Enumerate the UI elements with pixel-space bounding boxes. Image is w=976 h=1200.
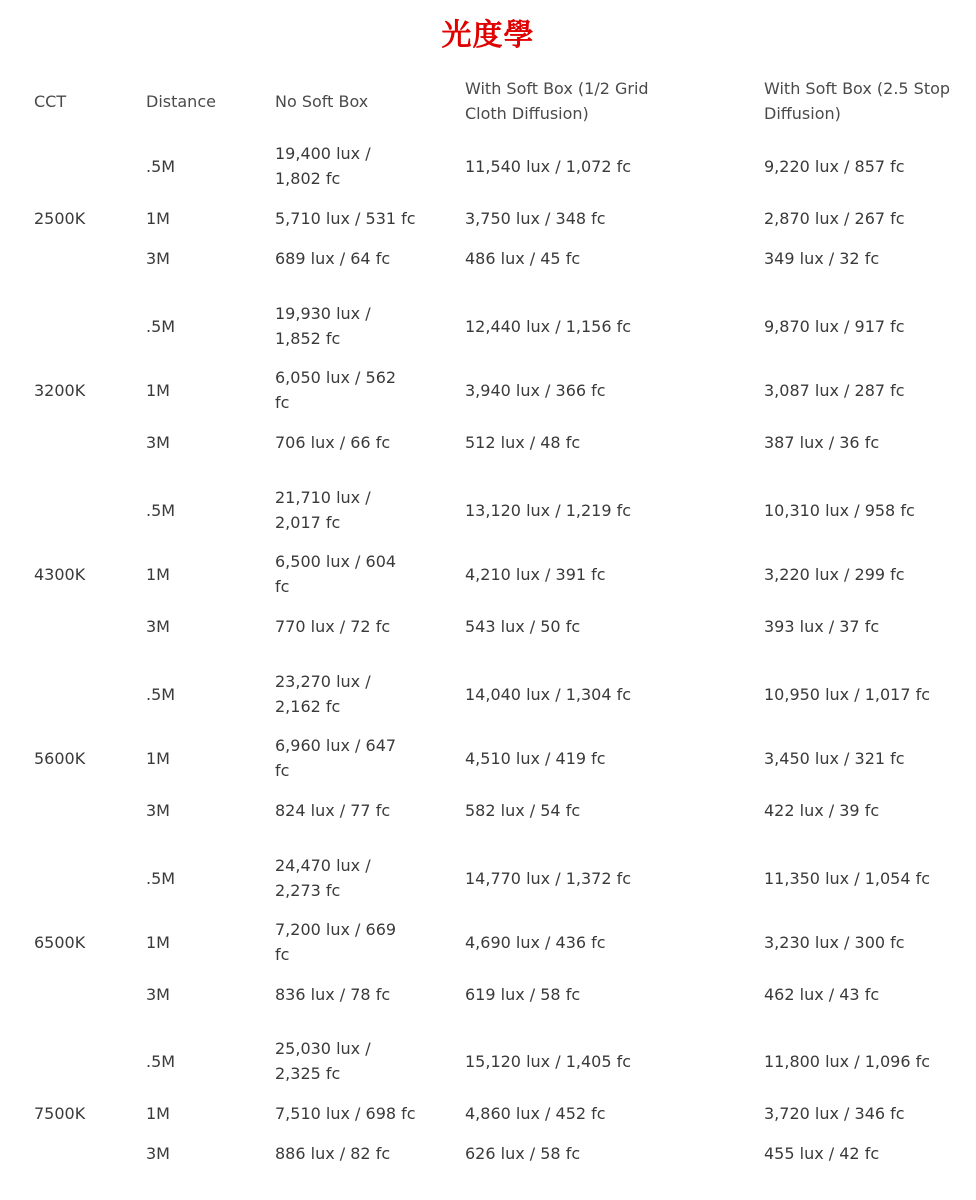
header-cct: CCT (34, 92, 67, 111)
grid-cloth-cell: 486 lux / 45 fc (465, 249, 581, 268)
no-soft-box-cell: 7,200 lux / 669 fc (275, 920, 397, 964)
distance-cell: 1M (146, 381, 170, 400)
stop-diffusion-cell: 10,310 lux / 958 fc (764, 501, 915, 520)
stop-diffusion-cell: 10,950 lux / 1,017 fc (764, 685, 931, 704)
distance-cell: .5M (146, 869, 176, 888)
no-soft-box-cell: 24,470 lux / 2,273 fc (275, 856, 371, 900)
no-soft-box-cell: 7,510 lux / 698 fc (275, 1104, 416, 1123)
stop-diffusion-cell: 9,870 lux / 917 fc (764, 317, 905, 336)
stop-diffusion-cell: 455 lux / 42 fc (764, 1144, 880, 1163)
grid-cloth-cell: 4,690 lux / 436 fc (465, 933, 606, 952)
stop-diffusion-cell: 422 lux / 39 fc (764, 801, 880, 820)
grid-cloth-cell: 3,750 lux / 348 fc (465, 209, 606, 228)
stop-diffusion-cell: 3,720 lux / 346 fc (764, 1104, 905, 1123)
grid-cloth-cell: 14,770 lux / 1,372 fc (465, 869, 632, 888)
no-soft-box-cell: 5,710 lux / 531 fc (275, 209, 416, 228)
stop-diffusion-cell: 3,450 lux / 321 fc (764, 749, 905, 768)
grid-cloth-cell: 12,440 lux / 1,156 fc (465, 317, 632, 336)
grid-cloth-cell: 14,040 lux / 1,304 fc (465, 685, 632, 704)
no-soft-box-cell: 824 lux / 77 fc (275, 801, 391, 820)
distance-cell: 3M (146, 985, 170, 1004)
distance-cell: .5M (146, 1052, 176, 1071)
no-soft-box-cell: 689 lux / 64 fc (275, 249, 391, 268)
cct-label: 4300K (34, 565, 86, 584)
distance-cell: 1M (146, 749, 170, 768)
distance-cell: 1M (146, 1104, 170, 1123)
no-soft-box-cell: 770 lux / 72 fc (275, 617, 391, 636)
cct-label: 6500K (34, 933, 86, 952)
distance-cell: .5M (146, 317, 176, 336)
grid-cloth-cell: 543 lux / 50 fc (465, 617, 581, 636)
stop-diffusion-cell: 3,230 lux / 300 fc (764, 933, 905, 952)
grid-cloth-cell: 619 lux / 58 fc (465, 985, 581, 1004)
page-title: 光度學 (441, 18, 535, 53)
cct-label: 3200K (34, 381, 86, 400)
stop-diffusion-cell: 3,220 lux / 299 fc (764, 565, 905, 584)
grid-cloth-cell: 3,940 lux / 366 fc (465, 381, 606, 400)
stop-diffusion-cell: 2,870 lux / 267 fc (764, 209, 905, 228)
no-soft-box-cell: 25,030 lux / 2,325 fc (275, 1039, 371, 1083)
no-soft-box-cell: 886 lux / 82 fc (275, 1144, 391, 1163)
stop-diffusion-cell: 393 lux / 37 fc (764, 617, 880, 636)
header-distance: Distance (146, 92, 216, 111)
distance-cell: 3M (146, 801, 170, 820)
no-soft-box-cell: 21,710 lux / 2,017 fc (275, 488, 371, 532)
no-soft-box-cell: 836 lux / 78 fc (275, 985, 391, 1004)
grid-cloth-cell: 4,860 lux / 452 fc (465, 1104, 606, 1123)
cct-label: 2500K (34, 209, 86, 228)
no-soft-box-cell: 6,050 lux / 562 fc (275, 368, 397, 412)
header-stop-diffusion: With Soft Box (2.5 Stop Diffusion) (764, 79, 951, 123)
stop-diffusion-cell: 9,220 lux / 857 fc (764, 157, 905, 176)
grid-cloth-cell: 626 lux / 58 fc (465, 1144, 581, 1163)
distance-cell: 3M (146, 433, 170, 452)
distance-cell: 3M (146, 617, 170, 636)
distance-cell: 1M (146, 209, 170, 228)
stop-diffusion-cell: 462 lux / 43 fc (764, 985, 880, 1004)
grid-cloth-cell: 4,210 lux / 391 fc (465, 565, 606, 584)
grid-cloth-cell: 11,540 lux / 1,072 fc (465, 157, 632, 176)
distance-cell: .5M (146, 501, 176, 520)
distance-cell: .5M (146, 685, 176, 704)
distance-cell: 1M (146, 933, 170, 952)
no-soft-box-cell: 6,960 lux / 647 fc (275, 736, 397, 780)
no-soft-box-cell: 6,500 lux / 604 fc (275, 552, 397, 596)
no-soft-box-cell: 19,400 lux / 1,802 fc (275, 144, 371, 188)
no-soft-box-cell: 23,270 lux / 2,162 fc (275, 672, 371, 716)
stop-diffusion-cell: 349 lux / 32 fc (764, 249, 880, 268)
distance-cell: 3M (146, 1144, 170, 1163)
cct-label: 5600K (34, 749, 86, 768)
stop-diffusion-cell: 11,350 lux / 1,054 fc (764, 869, 931, 888)
no-soft-box-cell: 706 lux / 66 fc (275, 433, 391, 452)
grid-cloth-cell: 512 lux / 48 fc (465, 433, 581, 452)
grid-cloth-cell: 582 lux / 54 fc (465, 801, 581, 820)
grid-cloth-cell: 13,120 lux / 1,219 fc (465, 501, 632, 520)
distance-cell: 1M (146, 565, 170, 584)
grid-cloth-cell: 4,510 lux / 419 fc (465, 749, 606, 768)
header-no-soft-box: No Soft Box (275, 92, 369, 111)
distance-cell: .5M (146, 157, 176, 176)
no-soft-box-cell: 19,930 lux / 1,852 fc (275, 304, 371, 348)
grid-cloth-cell: 15,120 lux / 1,405 fc (465, 1052, 632, 1071)
distance-cell: 3M (146, 249, 170, 268)
stop-diffusion-cell: 11,800 lux / 1,096 fc (764, 1052, 931, 1071)
stop-diffusion-cell: 387 lux / 36 fc (764, 433, 880, 452)
header-grid-cloth: With Soft Box (1/2 Grid Cloth Diffusion) (465, 79, 649, 123)
cct-label: 7500K (34, 1104, 86, 1123)
stop-diffusion-cell: 3,087 lux / 287 fc (764, 381, 905, 400)
